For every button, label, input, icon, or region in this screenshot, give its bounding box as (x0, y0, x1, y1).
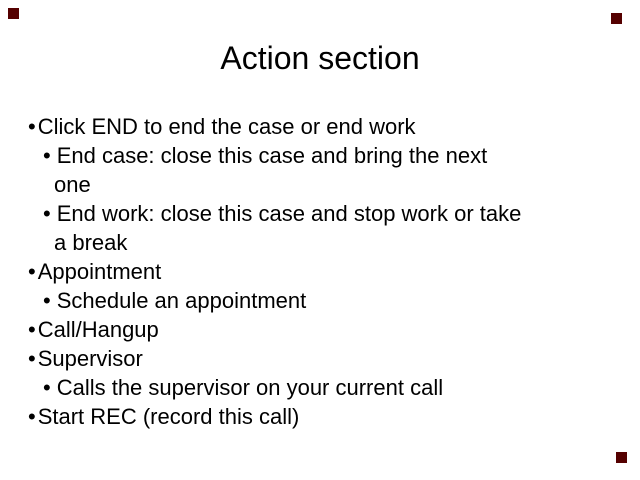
bullet-glyph: • (28, 114, 36, 139)
bullet-line (0, 373, 640, 402)
line-text: one (54, 172, 91, 197)
bullet-line-continuation (0, 170, 640, 199)
bullet-list (0, 112, 640, 431)
line-text: Start REC (record this call) (37, 404, 300, 429)
bullet-glyph: • (28, 346, 36, 371)
bullet-glyph: • (28, 404, 36, 429)
line-text: Schedule an appointment (56, 288, 307, 313)
slide-title: Action section (220, 40, 420, 76)
line-text: Click END to end the case or end work (37, 114, 416, 139)
line-text: Call/Hangup (37, 317, 159, 342)
corner-marker-top-right (611, 13, 622, 24)
line-text: Supervisor (37, 346, 143, 371)
line-text: a break (54, 230, 128, 255)
bullet-line (0, 286, 640, 315)
bullet-line (0, 402, 640, 431)
bullet-line (0, 112, 640, 141)
bullet-line (0, 141, 640, 170)
bullet-line-continuation (0, 228, 640, 257)
corner-marker-bottom-right (616, 452, 627, 463)
bullet-line (0, 315, 640, 344)
line-text: End case: close this case and bring the next (56, 143, 488, 168)
line-text: Appointment (37, 259, 162, 284)
bullet-glyph: • (43, 201, 51, 226)
bullet-line (0, 257, 640, 286)
line-text: Calls the supervisor on your current call (56, 375, 444, 400)
bullet-line (0, 199, 640, 228)
bullet-glyph: • (43, 288, 51, 313)
bullet-glyph: • (28, 317, 36, 342)
corner-marker-top-left (8, 8, 19, 19)
bullet-glyph: • (43, 375, 51, 400)
bullet-glyph: • (43, 143, 51, 168)
line-text: End work: close this case and stop work or take (56, 201, 522, 226)
bullet-line (0, 344, 640, 373)
bullet-glyph: • (28, 259, 36, 284)
